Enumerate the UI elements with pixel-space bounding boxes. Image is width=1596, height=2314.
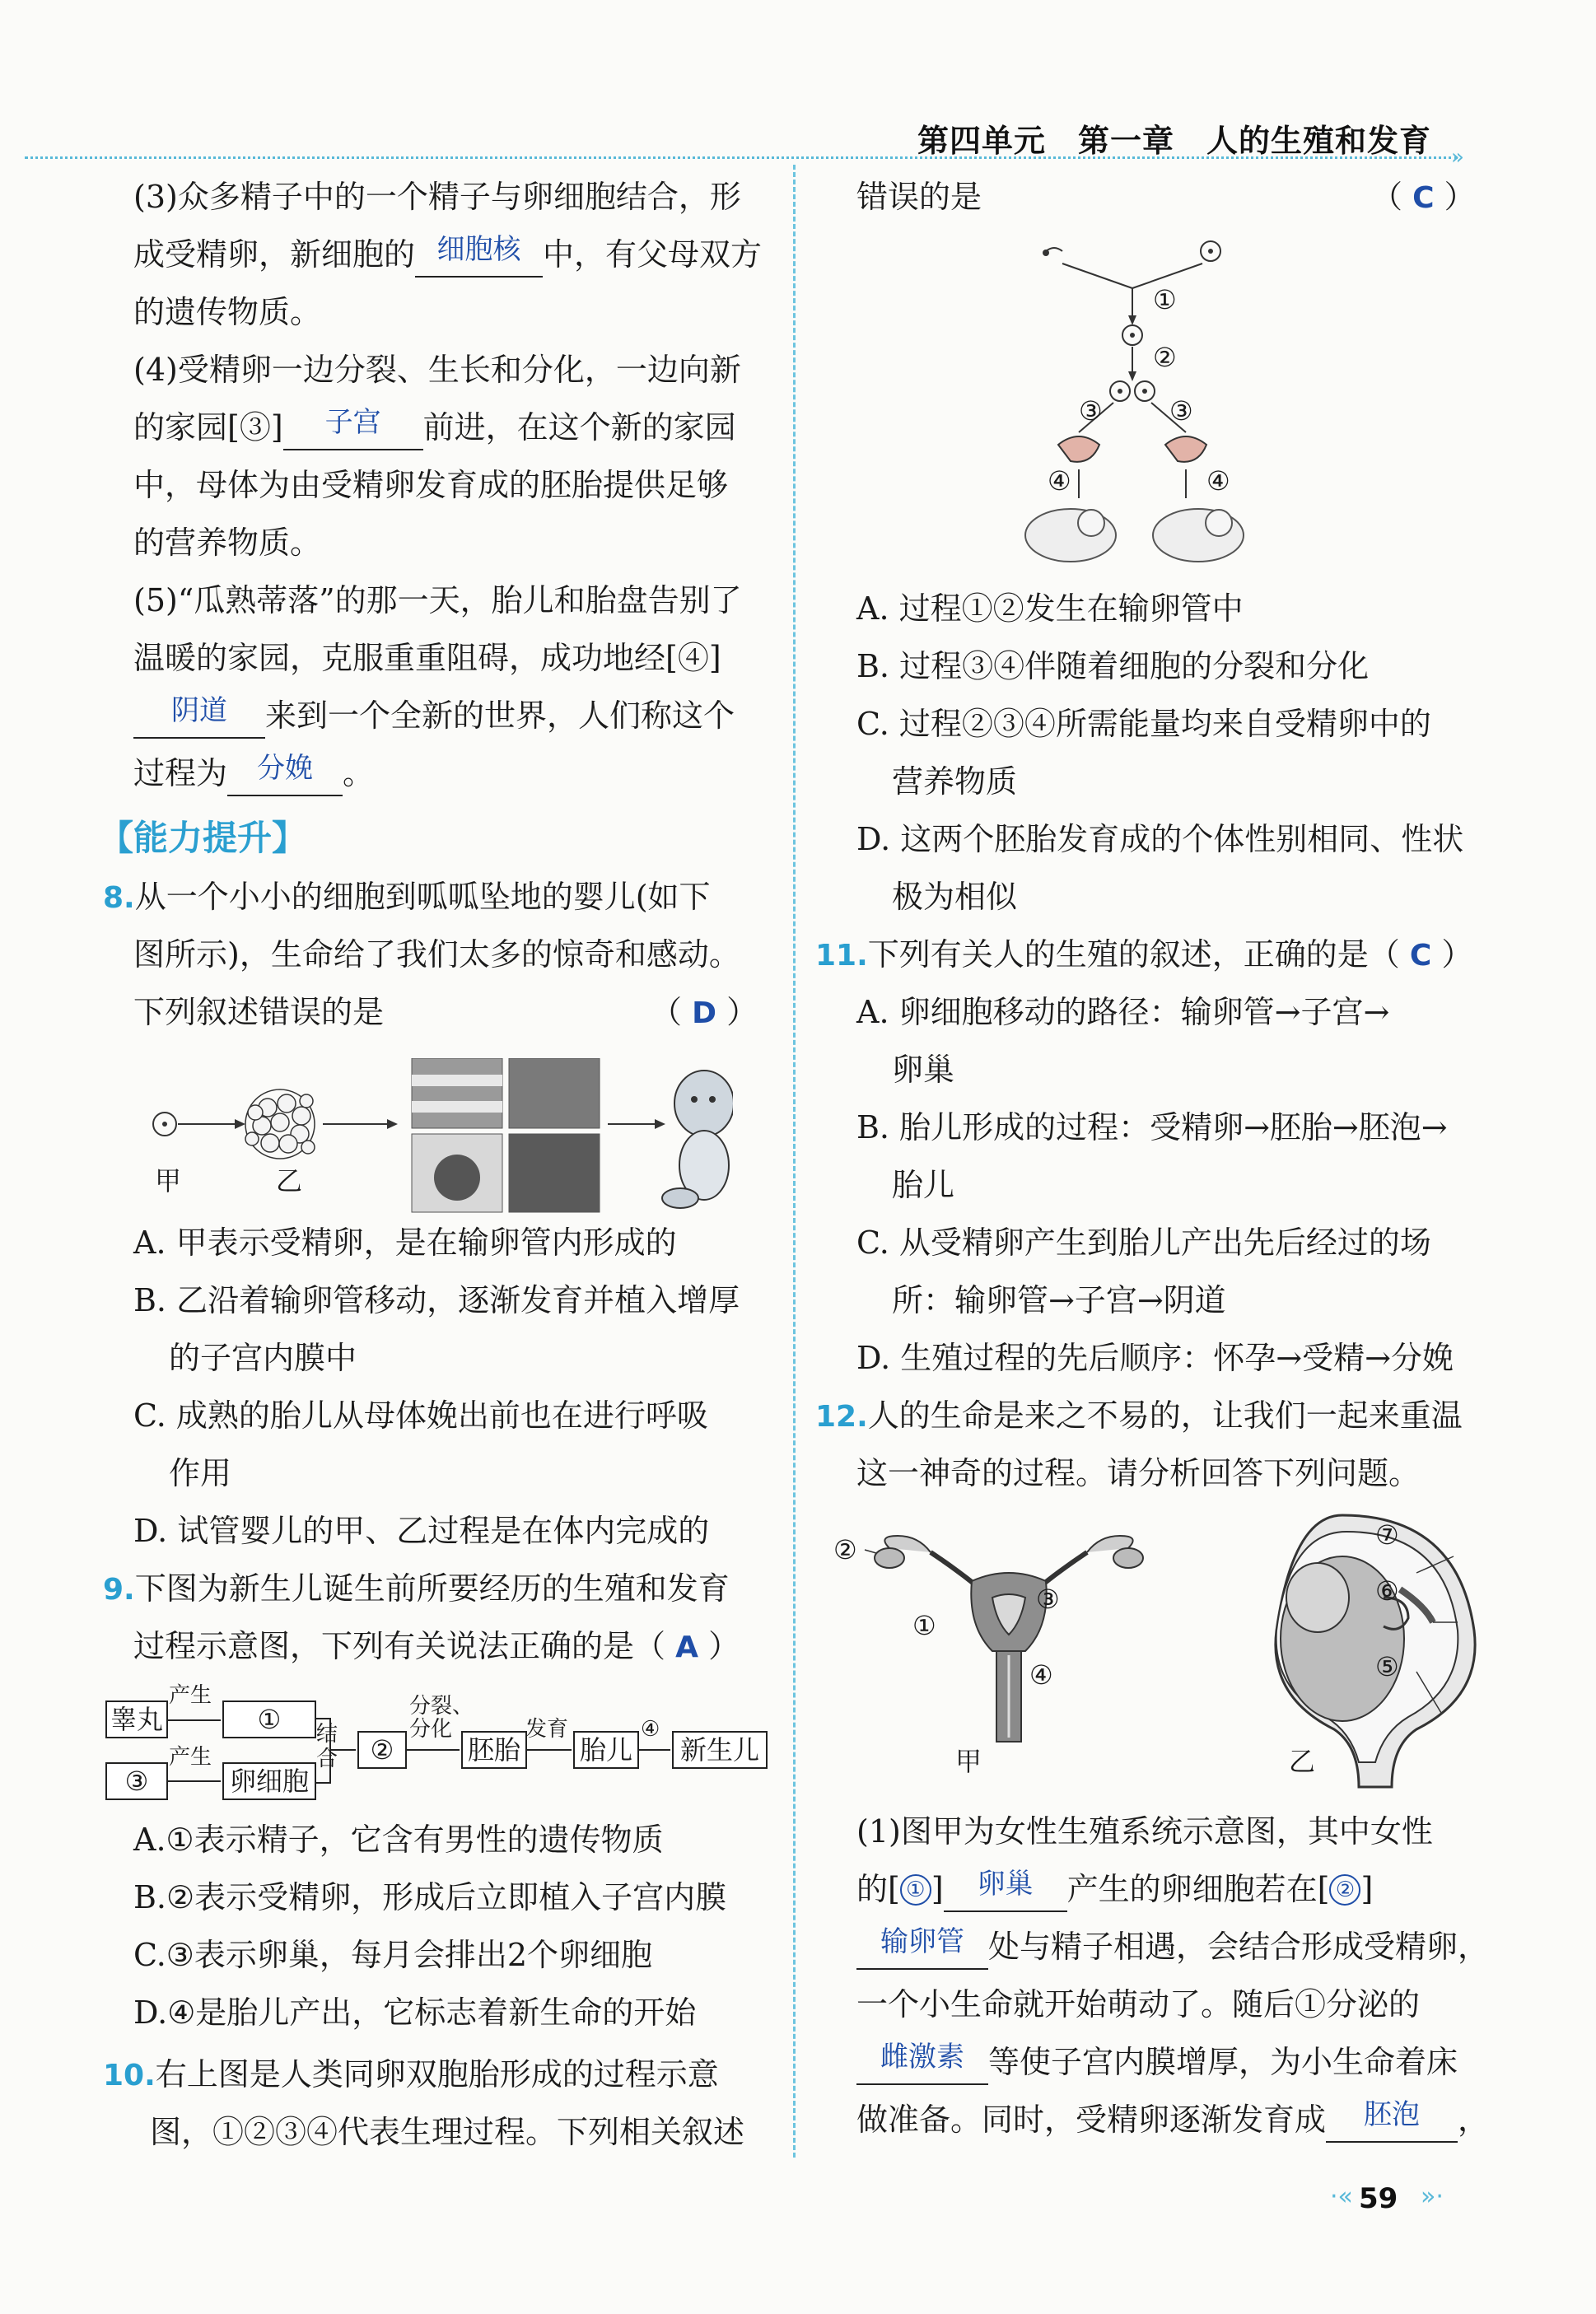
q12-line-2: 这一神奇的过程。请分析回答下列问题。 — [856, 1455, 1421, 1491]
q12-jia-label-4: ④ — [1029, 1659, 1053, 1691]
q12-answer-blank-4: 胚泡 — [1326, 2102, 1458, 2143]
flow-label-fenlie: 分裂、 — [409, 1694, 474, 1719]
q5-line-3: 阴道 来到一个全新的世界，人们称这个 — [133, 696, 735, 739]
q5-line-1: (5)“瓜熟蒂落”的那一天，胎儿和胎盘告别了 — [133, 582, 742, 618]
page-number: 59 — [1359, 2182, 1398, 2215]
q10-label-3-right: ③ — [1169, 395, 1193, 427]
flow-label-produce-2: 产生 — [169, 1745, 212, 1770]
column-divider — [793, 165, 796, 2158]
q3-line-1: (3)众多精子中的一个精子与卵细胞结合，形 — [133, 179, 741, 215]
flow-label-he: 合 — [316, 1747, 338, 1771]
page-number-deco-right-icon: »· — [1421, 2182, 1444, 2211]
q3-answer-blank: 细胞核 — [415, 236, 543, 278]
q3-line-2: 成受精卵，新细胞的 细胞核 中，有父母双方 — [133, 235, 762, 278]
q10-option-a: A. 过程①②发生在输卵管中 — [856, 590, 1244, 627]
q12-figure-label-yi: 乙 — [1289, 1746, 1316, 1777]
q12-line-1: 12.人的生命是来之不易的，让我们一起来重温 — [815, 1397, 1463, 1434]
q12-p1-line-6: 做准备。同时，受精卵逐渐发育成 胚泡 ， — [856, 2100, 1489, 2143]
q10-line-3: 错误的是 — [856, 179, 982, 215]
q9-option-d: D.④是胎儿产出，它标志着新生命的开始 — [133, 1994, 697, 2031]
q10-option-b: B. 过程③④伴随着细胞的分裂和分化 — [856, 648, 1370, 684]
q10-option-d-line-2: 极为相似 — [892, 879, 1018, 915]
flow-label-jie: 结 — [316, 1722, 338, 1747]
q12-p1-line-4: 一个小生命就开始萌动了。随后①分泌的 — [856, 1986, 1421, 2022]
q12-answer-blank-1: 卵巢 — [944, 1871, 1067, 1912]
q3-line-3: 的遗传物质。 — [133, 294, 322, 330]
q8-line-2: 图所示)，生命给了我们太多的惊奇和感动。 — [133, 936, 740, 973]
q11-option-c-line-1: C. 从受精卵产生到胎儿产出先后经过的场 — [856, 1225, 1431, 1261]
flow-box-peitai: 胚胎 — [461, 1731, 527, 1769]
flow-box-xinsheng: 新生儿 — [672, 1731, 768, 1769]
q10-answer: （ C ） — [1371, 179, 1476, 215]
q11-option-a-line-2: 卵巢 — [892, 1052, 955, 1088]
q10-line-1: 10.右上图是人类同卵双胞胎形成的过程示意 — [103, 2056, 719, 2092]
q9-option-c: C.③表示卵巢，每月会排出2个卵细胞 — [133, 1937, 653, 1973]
page-number-deco-left-icon: ·« — [1330, 2182, 1353, 2211]
q4-line-3: 中，母体为由受精卵发育成的胚胎提供足够 — [133, 467, 729, 503]
q8-development-figure — [140, 1058, 733, 1223]
q12-jia-label-2: ② — [833, 1534, 857, 1565]
q10-label-4-left: ④ — [1048, 465, 1071, 497]
q8-option-c-line-2: 作用 — [169, 1455, 232, 1491]
q11-line-1: 11.下列有关人的生殖的叙述，正确的是（ C ） — [815, 936, 1473, 973]
q9-line-1: 9.下图为新生儿诞生前所要经历的生殖和发育 — [103, 1570, 730, 1607]
q12-yi-label-6: ⑥ — [1375, 1575, 1399, 1607]
q5-answer-blank-1: 阴道 — [133, 697, 265, 739]
q12-yi-label-7: ⑦ — [1375, 1519, 1399, 1551]
q8-option-b-line-2: 的子宫内膜中 — [169, 1340, 357, 1376]
q9-option-a: A.①表示精子，它含有男性的遗传物质 — [133, 1822, 664, 1858]
q10-option-c-line-2: 营养物质 — [892, 763, 1018, 800]
q11-option-b-line-1: B. 胎儿形成的过程：受精卵→胚胎→胚泡→ — [856, 1109, 1448, 1145]
q11-option-d: D. 生殖过程的先后顺序：怀孕→受精→分娩 — [856, 1340, 1454, 1376]
q10-label-2: ② — [1153, 342, 1177, 373]
flow-label-fayu: 发育 — [525, 1717, 569, 1742]
q10-option-d-line-1: D. 这两个胚胎发育成的个体性别相同、性状 — [856, 821, 1464, 857]
flow-box-1: ① — [222, 1701, 316, 1738]
q8-option-d: D. 试管婴儿的甲、乙过程是在体内完成的 — [133, 1513, 710, 1549]
flow-box-gaowan: 睾丸 — [105, 1701, 168, 1738]
q12-answer-blank-2: 输卵管 — [856, 1929, 988, 1970]
page-header-title: 第四单元 第一章 人的生殖和发育 — [917, 123, 1431, 159]
flow-label-fenhua: 分化 — [409, 1717, 453, 1742]
header-divider — [25, 156, 1458, 159]
q12-jia-label-1: ① — [912, 1610, 936, 1641]
q12-reproduction-figure — [840, 1499, 1515, 1795]
q8-figure-label-jia: 甲 — [155, 1165, 182, 1197]
q12-jia-label-3: ③ — [1036, 1584, 1060, 1615]
q5-answer-blank-2: 分娩 — [227, 755, 343, 796]
q8-answer: （ D ） — [651, 994, 758, 1030]
q8-line-1: 8.从一个小小的细胞到呱呱坠地的婴儿(如下 — [103, 879, 711, 915]
q4-answer-blank: 子宫 — [283, 409, 423, 450]
q8-line-3: 下列叙述错误的是 — [133, 994, 385, 1030]
q12-yi-label-5: ⑤ — [1375, 1651, 1399, 1682]
female-reproductive-system-diagram — [865, 1536, 1143, 1742]
q4-line-2: 的家园[③] 子宫 前进，在这个新的家园 — [133, 408, 736, 450]
flow-box-taier: 胎儿 — [573, 1731, 639, 1769]
q12-answer-blank-3: 雌激素 — [856, 2044, 988, 2085]
q8-option-c-line-1: C. 成熟的胎儿从母体娩出前也在进行呼吸 — [133, 1397, 708, 1434]
q12-p1-line-3: 输卵管 处与精子相遇，会结合形成受精卵， — [856, 1927, 1489, 1970]
q12-p1-line-2: 的[ ① ] 卵巢 产生的卵细胞若在[ ② ] — [856, 1869, 1373, 1912]
section-title-ability: 【能力提升】 — [99, 818, 307, 858]
q10-label-4-right: ④ — [1206, 465, 1230, 497]
q10-label-3-left: ③ — [1079, 395, 1103, 427]
q11-option-b-line-2: 胎儿 — [892, 1167, 955, 1203]
flow-box-2: ② — [357, 1731, 407, 1769]
q8-figure-label-yi: 乙 — [276, 1165, 303, 1197]
header-arrow-icon: » — [1451, 145, 1464, 170]
q4-line-1: (4)受精卵一边分裂、生长和分化，一边向新 — [133, 352, 741, 388]
flow-box-luanxibao: 卵细胞 — [222, 1762, 316, 1800]
q9-line-2: 过程示意图，下列有关说法正确的是（ A ） — [133, 1628, 740, 1664]
q4-line-4: 的营养物质。 — [133, 525, 322, 561]
q11-option-c-line-2: 所：输卵管→子宫→阴道 — [892, 1282, 1226, 1318]
flow-label-produce-1: 产生 — [169, 1683, 212, 1708]
q8-option-a: A. 甲表示受精卵，是在输卵管内形成的 — [133, 1225, 677, 1261]
q10-option-c-line-1: C. 过程②③④所需能量均来自受精卵中的 — [856, 706, 1431, 742]
flow-label-4: ④ — [641, 1717, 660, 1742]
q12-p1-line-1: (1)图甲为女性生殖系统示意图，其中女性 — [856, 1813, 1433, 1850]
q5-line-4: 过程为 分娩 。 — [133, 753, 374, 796]
q10-line-2: 图，①②③④代表生理过程。下列相关叙述 — [150, 2114, 745, 2150]
q5-line-2: 温暖的家园，克服重重阻碍，成功地经[④] — [133, 640, 721, 676]
q12-p1-line-5: 雌激素 等使子宫内膜增厚，为小生命着床 — [856, 2042, 1458, 2085]
flow-box-3: ③ — [105, 1762, 168, 1800]
q11-option-a-line-1: A. 卵细胞移动的路径：输卵管→子宫→ — [856, 994, 1390, 1030]
q12-figure-label-jia: 甲 — [955, 1746, 982, 1777]
q10-label-1: ① — [1153, 284, 1177, 315]
q8-option-b-line-1: B. 乙沿着输卵管移动，逐渐发育并植入增厚 — [133, 1282, 740, 1318]
q9-option-b: B.②表示受精卵，形成后立即植入子宫内膜 — [133, 1879, 727, 1915]
